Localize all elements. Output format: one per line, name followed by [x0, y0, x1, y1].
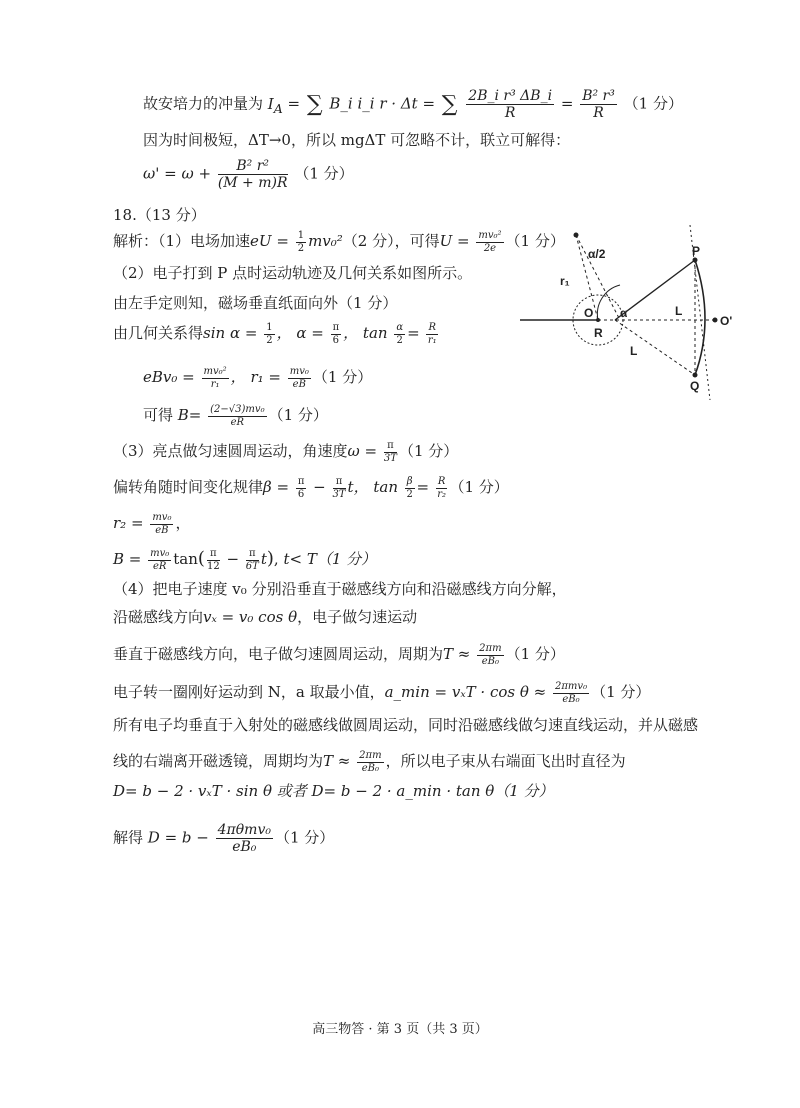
center-dot [574, 233, 579, 238]
label-alpha: α [620, 306, 628, 320]
expr: B_i i_i r · Δt = [329, 94, 436, 113]
fraction: $\frac{1}{2}$ [297, 230, 305, 254]
line-all-electrons: 所有电子均垂直于入射处的磁感线做圆周运动，同时沿磁感线做匀速直线运动，并从磁感 [113, 716, 699, 734]
line-B-result: 可得 B= $\frac{\text{(2−√3)mv₀}}{eR}$ （1 分） [143, 404, 328, 428]
expr: ω' = ω + [143, 164, 212, 183]
line-omega [143, 158, 354, 191]
arc-trajectory [597, 285, 620, 320]
line-to-Q [615, 320, 695, 375]
line-vx: 沿磁感线方向vₓ = v₀ cos θ，电子做匀速运动 [113, 608, 418, 626]
label-alpha-half: α/2 [588, 247, 606, 261]
line-B-time: B = $\frac{\text{mv₀}}{eR}$ tan( $\frac{\pi}{12}$ − $\frac{\pi}{6T}$ t), t< T（1 分） [113, 548, 377, 572]
line-impulse: 故安培力的冲量为 $I_A$ = ∑ B_i i_i r · Δt = ∑ $\frac{\text{2B\_i r³ ΔB\_i}}{R}$ = $\frac{\text{B² r³}}{R}$ （1 分） [143, 88, 683, 122]
label-O: O [584, 306, 594, 320]
label-R: R [594, 326, 603, 340]
line-amin: 电子转一圈刚好运动到 N，a 取最小值，a_min = vₓT · cos θ ≈ $\frac{\text{2πmv₀}}{\text{eB₀}}$ （1 分） [113, 681, 651, 705]
score: （1 分） [294, 164, 354, 183]
line-left-hand-rule: 由左手定则知，磁场垂直纸面向外（1 分） [113, 294, 398, 312]
line-r2: r₂ = $\frac{\text{mv₀}}{eB}$ ， [113, 512, 191, 536]
label-Q: Q [690, 379, 700, 393]
label-L2: L [630, 344, 638, 358]
O-prime-dot [713, 318, 718, 323]
sum-symbol: ∑ [441, 91, 458, 117]
question-heading: 18.（13 分） [113, 206, 206, 224]
O-dot [596, 318, 600, 322]
line-part3: （3）亮点做匀速圆周运动，角速度ω = $\frac{\pi}{3T}$ （1 分） [113, 440, 459, 464]
line-beta: 偏转角随时间变化规律β = $\frac{\pi}{6}$ − $\frac{\pi}{3T}$ t， tan $\frac{\beta}{2}$ = $\frac{R}{\text{r₂}}$ （1 分） [113, 476, 509, 500]
equals: = [287, 94, 305, 113]
symbol-I: $I_A$ [267, 94, 283, 116]
line-exit-diameter: 线的右端离开磁透镜，周期均为T ≈ $\frac{2\pi m}{\text{eB₀}}$ ，所以电子束从右端面飞出时直径为 [113, 750, 626, 774]
fraction: $\frac{\text{B² r³}}{R}$ [582, 88, 615, 122]
geometry-figure [520, 225, 770, 400]
line-D-result: 解得 D = b − $\frac{\text{4πθmv₀}}{\text{eB₀}}$ （1 分） [113, 822, 335, 856]
line-D-formula: D= b − 2 · vₓT · sin θ 或者 D= b − 2 · a_min · tan θ（1 分） [113, 782, 554, 800]
line-time-short: 因为时间极短，ΔT→0，所以 mgΔT 可忽略不计，联立可解得： [143, 131, 571, 149]
fraction: $\frac{\text{B² r²}}{(M + m)R}$ [217, 158, 288, 192]
P-dot [693, 258, 698, 263]
label-L1: L [675, 304, 683, 318]
line-part2: （2）电子打到 P 点时运动轨迹及几何关系如图所示。 [113, 264, 473, 282]
fraction: $\frac{\text{2B\_i r³ ΔB\_i}}{R}$ [468, 88, 553, 122]
text: 故安培力的冲量为 [143, 94, 264, 113]
label-r1: r₁ [560, 274, 570, 288]
score: （1 分） [623, 94, 683, 113]
label-P: P [692, 244, 701, 258]
label-O-prime: O' [720, 314, 733, 328]
fraction: $\frac{\text{mv₀²}}{2e}$ [478, 230, 502, 254]
Q-dot [693, 373, 698, 378]
line-period: 垂直于磁感线方向，电子做匀速圆周运动，周期为T ≈ $\frac{2\pi m}{\text{eB₀}}$ （1 分） [113, 643, 565, 667]
screen-arc [695, 260, 705, 375]
line-eBv0: eBv₀ = $\frac{\text{mv₀²}}{\text{r₁}}$ ， r₁ = $\frac{\text{mv₀}}{eB}$ （1 分） [143, 366, 373, 390]
sum-symbol: ∑ [306, 91, 323, 117]
page-footer: 高三物答 · 第 3 页（共 3 页） [312, 1022, 488, 1037]
line-part4: （4）把电子速度 v₀ 分别沿垂直于磁感线方向和沿磁感线方向分解， [113, 580, 567, 598]
line-geometry: 由几何关系得sin α = $\frac{1}{2}$ ， α = $\frac{\pi}{6}$ ， tan $\frac{\alpha}{2}$ = $\frac{R}{\text{r₁}}$ [113, 322, 437, 346]
line-analysis-1: 解析：（1）电场加速eU = $\frac{1}{2}$ mv₀²（2 分），可得U = $\frac{\text{mv₀²}}{2e}$ （1 分） [113, 230, 565, 254]
